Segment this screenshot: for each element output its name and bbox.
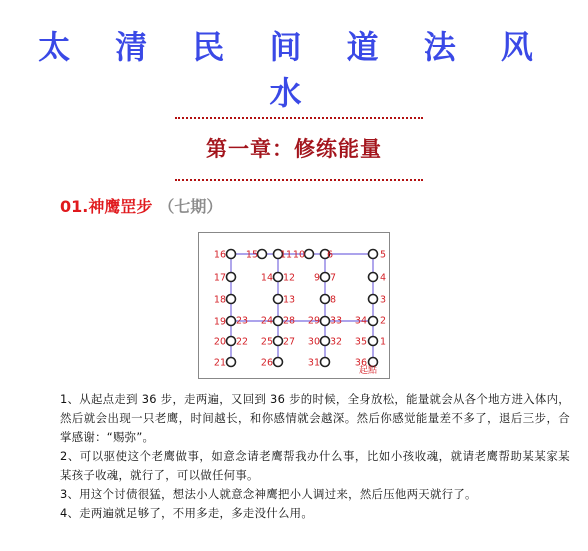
step-label-33: 33 (330, 315, 343, 327)
paragraph-2: 2、可以驱使这个老鹰做事，如意念请老鹰帮我办什么事，比如小孩收魂，就请老鹰帮助某某家某某孩子收魂，就行了，可以做任何事。 (60, 449, 570, 482)
page-title: 太 清 民 间 道 法 风 水 (38, 28, 550, 112)
step-label-8: 8 (330, 294, 337, 306)
step-node (274, 337, 283, 346)
step-label-32: 32 (330, 336, 343, 348)
step-node (227, 337, 236, 346)
step-node (227, 358, 236, 367)
step-label-18: 18 (213, 294, 226, 306)
step-label-15: 15 (245, 249, 258, 261)
step-label-17: 17 (213, 272, 226, 284)
instructions (60, 390, 570, 523)
chapter-heading: 第一章：修练能量 (206, 136, 382, 161)
step-label-30: 30 (307, 336, 320, 348)
step-label-6: 6 (327, 249, 334, 261)
step-label-36: 36 (354, 357, 367, 369)
step-label-12: 12 (283, 272, 296, 284)
step-label-27: 27 (283, 336, 296, 348)
step-node (258, 250, 267, 259)
step-label-7: 7 (330, 272, 337, 284)
step-label-3: 3 (380, 294, 387, 306)
step-label-20: 20 (213, 336, 226, 348)
step-label-31: 31 (307, 357, 320, 369)
step-label-29: 29 (307, 315, 320, 327)
step-label-9: 9 (313, 272, 320, 284)
step-node (274, 273, 283, 282)
step-node (274, 358, 283, 367)
step-node (305, 250, 314, 259)
start-label: 起點 (358, 366, 378, 376)
step-label-11: 11 (280, 249, 293, 261)
step-node (227, 273, 236, 282)
step-node (369, 295, 378, 304)
step-node (274, 295, 283, 304)
step-node (369, 337, 378, 346)
step-node (321, 295, 330, 304)
step-node (321, 273, 330, 282)
step-label-5: 5 (380, 249, 387, 261)
step-node (369, 317, 378, 326)
dotted-divider-top (175, 117, 423, 119)
step-label-23: 23 (236, 315, 249, 327)
step-node (227, 317, 236, 326)
paragraph-1: 1、从起点走到 36 步，走两遍，又回到 36 步的时候，全身放松，能量就会从各个地方进入体内，然后就会出现一只老鹰，时间越长，和你感情就会越深。然后你感觉能量差不多了，退后三步，合掌感谢：“赐弥”。 (60, 392, 570, 444)
paragraph-4: 4、走两遍就足够了，不用多走，多走没什么用。 (60, 506, 314, 520)
step-label-34: 34 (354, 315, 367, 327)
step-label-1: 1 (380, 336, 387, 348)
step-label-22: 22 (236, 336, 249, 348)
step-diagram-svg (198, 232, 390, 379)
step-label-19: 19 (213, 316, 226, 328)
step-label-14: 14 (260, 272, 273, 284)
step-label-24: 24 (260, 315, 273, 327)
section-period: （七期） (158, 197, 223, 216)
step-label-2: 2 (380, 315, 387, 327)
step-label-25: 25 (260, 336, 273, 348)
step-node (274, 317, 283, 326)
step-label-16: 16 (213, 249, 226, 261)
step-node (321, 358, 330, 367)
step-node (227, 295, 236, 304)
step-label-21: 21 (213, 357, 226, 369)
step-label-4: 4 (380, 272, 387, 284)
step-node (321, 317, 330, 326)
step-label-28: 28 (283, 315, 296, 327)
step-label-26: 26 (260, 357, 273, 369)
step-node (321, 337, 330, 346)
paragraph-3: 3、用这个讨债很猛，想法小人就意念神鹰把小人调过来，然后压他两天就行了。 (60, 487, 477, 501)
step-label-13: 13 (283, 294, 296, 306)
step-label-10: 10 (292, 249, 305, 261)
dotted-divider-bottom (175, 179, 423, 181)
step-label-35: 35 (354, 336, 367, 348)
step-diagram (198, 232, 390, 383)
section-heading (60, 194, 222, 217)
step-node (227, 250, 236, 259)
section-name: 01.神鹰罡步 (60, 197, 153, 216)
step-node (369, 250, 378, 259)
step-node (369, 273, 378, 282)
